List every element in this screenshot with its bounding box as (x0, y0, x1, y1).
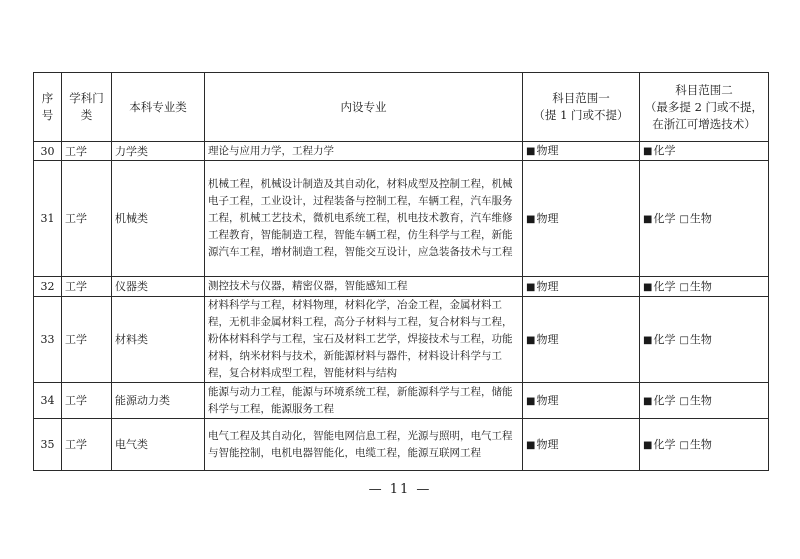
checked-box-icon: ■ (526, 395, 536, 407)
unchecked-box-icon: □ (679, 213, 689, 225)
checked-box-icon: ■ (643, 213, 653, 225)
unchecked-box-icon: □ (679, 281, 689, 293)
table-header-row (34, 73, 769, 142)
row-category: 工学 (62, 383, 112, 419)
subject-2-unselected: 生物 (689, 393, 712, 407)
checked-box-icon: ■ (643, 439, 653, 451)
checked-box-icon: ■ (526, 439, 536, 451)
table-row (34, 142, 769, 161)
checked-box-icon: ■ (526, 281, 536, 293)
unchecked-box-icon: □ (679, 395, 689, 407)
header-subject-range-2-title: 科目范围二 (675, 82, 733, 97)
subject-2-selected: 化学 (653, 437, 676, 451)
header-subject-range-1 (523, 73, 640, 142)
row-sub-majors: 能源与动力工程，能源与环境系统工程，新能源科学与工程，储能科学与工程，能源服务工程 (205, 383, 523, 419)
row-major-class: 仪器类 (112, 277, 205, 297)
subject-2-selected: 化学 (653, 144, 676, 157)
subject-2-unselected: 生物 (689, 279, 712, 293)
checked-box-icon: ■ (526, 213, 536, 225)
row-major-class: 电气类 (112, 419, 205, 471)
header-subject-range-1-note: （提 1 门或不提） (533, 108, 629, 122)
row-category: 工学 (62, 277, 112, 297)
header-major-class: 本科专业类 (112, 73, 205, 142)
row-major-class: 能源动力类 (112, 383, 205, 419)
table-row (34, 297, 769, 383)
header-sub-majors: 内设专业 (205, 73, 523, 142)
subject-1-value: 物理 (536, 437, 559, 451)
row-subject-range-1 (523, 383, 640, 419)
checked-box-icon: ■ (643, 395, 653, 407)
subject-1-value: 物理 (536, 144, 559, 157)
subject-2-selected: 化学 (653, 393, 676, 407)
row-major-class: 材料类 (112, 297, 205, 383)
row-category: 工学 (62, 419, 112, 471)
checked-box-icon: ■ (643, 146, 653, 157)
row-subject-range-1 (523, 161, 640, 277)
table-row (34, 419, 769, 471)
row-number: 34 (34, 383, 62, 419)
row-subject-range-2 (640, 142, 769, 161)
row-sub-majors: 机械工程，机械设计制造及其自动化，材料成型及控制工程，机械电子工程，工业设计，过程装备与控制工程，车辆工程，汽车服务工程，机械工艺技术，微机电系统工程，机电技术教育，汽车维修工程教育，智能制造工程，智能车辆工程，仿生科学与工程，新能源汽车工程，增材制造工程，智能交互设计，应急装备技术与工程 (205, 161, 523, 277)
row-subject-range-1 (523, 277, 640, 297)
row-category: 工学 (62, 142, 112, 161)
header-subject-range-2 (640, 73, 769, 142)
row-subject-range-1 (523, 142, 640, 161)
checked-box-icon: ■ (526, 146, 536, 157)
subject-1-value: 物理 (536, 393, 559, 407)
subject-1-value: 物理 (536, 279, 559, 293)
header-category: 学科门类 (62, 73, 112, 142)
subject-2-selected: 化学 (653, 211, 676, 225)
row-number: 33 (34, 297, 62, 383)
header-subject-range-2-note-2: 在浙江可增选技术） (652, 116, 756, 131)
row-sub-majors: 理论与应用力学，工程力学 (205, 142, 523, 161)
row-sub-majors: 材料科学与工程，材料物理，材料化学，冶金工程，金属材料工程，无机非金属材料工程，高分子材料与工程，复合材料与工程，粉体材料科学与工程，宝石及材料工艺学，焊接技术与工程，功能材料，纳米材料与技术，新能源材料与器件，材料设计科学与工程，复合材料成型工程，智能材料与结构 (205, 297, 523, 383)
subject-2-unselected: 生物 (689, 437, 712, 451)
row-subject-range-2 (640, 277, 769, 297)
subject-2-selected: 化学 (653, 279, 676, 293)
checked-box-icon: ■ (643, 281, 653, 293)
row-sub-majors: 测控技术与仪器，精密仪器，智能感知工程 (205, 277, 523, 297)
row-number: 31 (34, 161, 62, 277)
subject-2-unselected: 生物 (689, 211, 712, 225)
unchecked-box-icon: □ (679, 334, 689, 346)
subject-requirements-table (33, 72, 769, 471)
header-subject-range-1-title: 科目范围一 (552, 91, 610, 105)
row-subject-range-2 (640, 419, 769, 471)
row-sub-majors: 电气工程及其自动化，智能电网信息工程，光源与照明，电气工程与智能控制，电机电器智能化，电缆工程，能源互联网工程 (205, 419, 523, 471)
unchecked-box-icon: □ (679, 439, 689, 451)
row-number: 32 (34, 277, 62, 297)
checked-box-icon: ■ (643, 334, 653, 346)
row-number: 35 (34, 419, 62, 471)
table-row (34, 277, 769, 297)
row-subject-range-1 (523, 419, 640, 471)
page-number: — 11 — (368, 482, 432, 497)
row-subject-range-1 (523, 297, 640, 383)
row-number: 30 (34, 142, 62, 161)
subject-2-unselected: 生物 (689, 332, 712, 346)
table-row (34, 383, 769, 419)
checked-box-icon: ■ (526, 334, 536, 346)
row-major-class: 力学类 (112, 142, 205, 161)
row-subject-range-2 (640, 383, 769, 419)
subject-1-value: 物理 (536, 211, 559, 225)
header-subject-range-2-note: （最多提 2 门或不提， (644, 99, 764, 114)
row-major-class: 机械类 (112, 161, 205, 277)
table-row (34, 161, 769, 277)
subject-2-selected: 化学 (653, 332, 676, 346)
row-subject-range-2 (640, 297, 769, 383)
row-category: 工学 (62, 161, 112, 277)
row-subject-range-2 (640, 161, 769, 277)
subject-1-value: 物理 (536, 332, 559, 346)
row-category: 工学 (62, 297, 112, 383)
header-no: 序号 (34, 73, 62, 142)
